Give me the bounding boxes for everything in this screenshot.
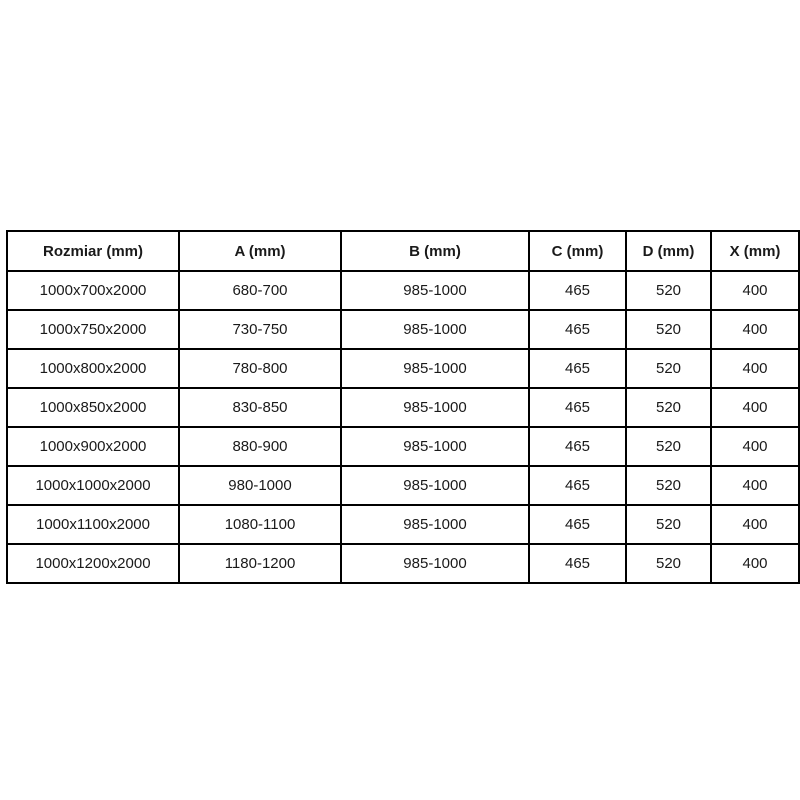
cell-rozmiar: 1000x1200x2000 <box>7 544 179 583</box>
header-row <box>7 231 799 271</box>
cell-a: 1080-1100 <box>179 505 341 544</box>
cell-d: 520 <box>626 544 711 583</box>
column-header-x: X (mm) <box>711 231 799 271</box>
cell-d: 520 <box>626 271 711 310</box>
cell-c: 465 <box>529 544 626 583</box>
cell-a: 980-1000 <box>179 466 341 505</box>
cell-b: 985-1000 <box>341 310 529 349</box>
cell-d: 520 <box>626 466 711 505</box>
cell-rozmiar: 1000x1100x2000 <box>7 505 179 544</box>
cell-c: 465 <box>529 427 626 466</box>
cell-b: 985-1000 <box>341 271 529 310</box>
cell-b: 985-1000 <box>341 388 529 427</box>
cell-a: 880-900 <box>179 427 341 466</box>
cell-d: 520 <box>626 505 711 544</box>
cell-rozmiar: 1000x800x2000 <box>7 349 179 388</box>
column-header-a: A (mm) <box>179 231 341 271</box>
cell-x: 400 <box>711 271 799 310</box>
table-row <box>7 427 799 466</box>
cell-c: 465 <box>529 466 626 505</box>
column-header-rozmiar: Rozmiar (mm) <box>7 231 179 271</box>
cell-a: 730-750 <box>179 310 341 349</box>
cell-a: 830-850 <box>179 388 341 427</box>
column-header-b: B (mm) <box>341 231 529 271</box>
cell-x: 400 <box>711 466 799 505</box>
cell-x: 400 <box>711 427 799 466</box>
cell-a: 780-800 <box>179 349 341 388</box>
cell-a: 680-700 <box>179 271 341 310</box>
column-header-d: D (mm) <box>626 231 711 271</box>
cell-c: 465 <box>529 271 626 310</box>
cell-c: 465 <box>529 388 626 427</box>
cell-d: 520 <box>626 388 711 427</box>
cell-d: 520 <box>626 310 711 349</box>
cell-x: 400 <box>711 349 799 388</box>
cell-b: 985-1000 <box>341 349 529 388</box>
table-row <box>7 505 799 544</box>
cell-rozmiar: 1000x900x2000 <box>7 427 179 466</box>
cell-a: 1180-1200 <box>179 544 341 583</box>
table-row <box>7 388 799 427</box>
cell-rozmiar: 1000x750x2000 <box>7 310 179 349</box>
cell-rozmiar: 1000x1000x2000 <box>7 466 179 505</box>
cell-x: 400 <box>711 310 799 349</box>
cell-c: 465 <box>529 505 626 544</box>
cell-b: 985-1000 <box>341 544 529 583</box>
cell-b: 985-1000 <box>341 466 529 505</box>
cell-b: 985-1000 <box>341 505 529 544</box>
size-spec-table <box>6 230 800 584</box>
table-row <box>7 349 799 388</box>
cell-x: 400 <box>711 505 799 544</box>
cell-rozmiar: 1000x700x2000 <box>7 271 179 310</box>
table-row <box>7 466 799 505</box>
cell-d: 520 <box>626 349 711 388</box>
table-row <box>7 544 799 583</box>
cell-b: 985-1000 <box>341 427 529 466</box>
cell-x: 400 <box>711 544 799 583</box>
cell-x: 400 <box>711 388 799 427</box>
table-row <box>7 310 799 349</box>
cell-rozmiar: 1000x850x2000 <box>7 388 179 427</box>
cell-d: 520 <box>626 427 711 466</box>
cell-c: 465 <box>529 310 626 349</box>
column-header-c: C (mm) <box>529 231 626 271</box>
cell-c: 465 <box>529 349 626 388</box>
table-row <box>7 271 799 310</box>
